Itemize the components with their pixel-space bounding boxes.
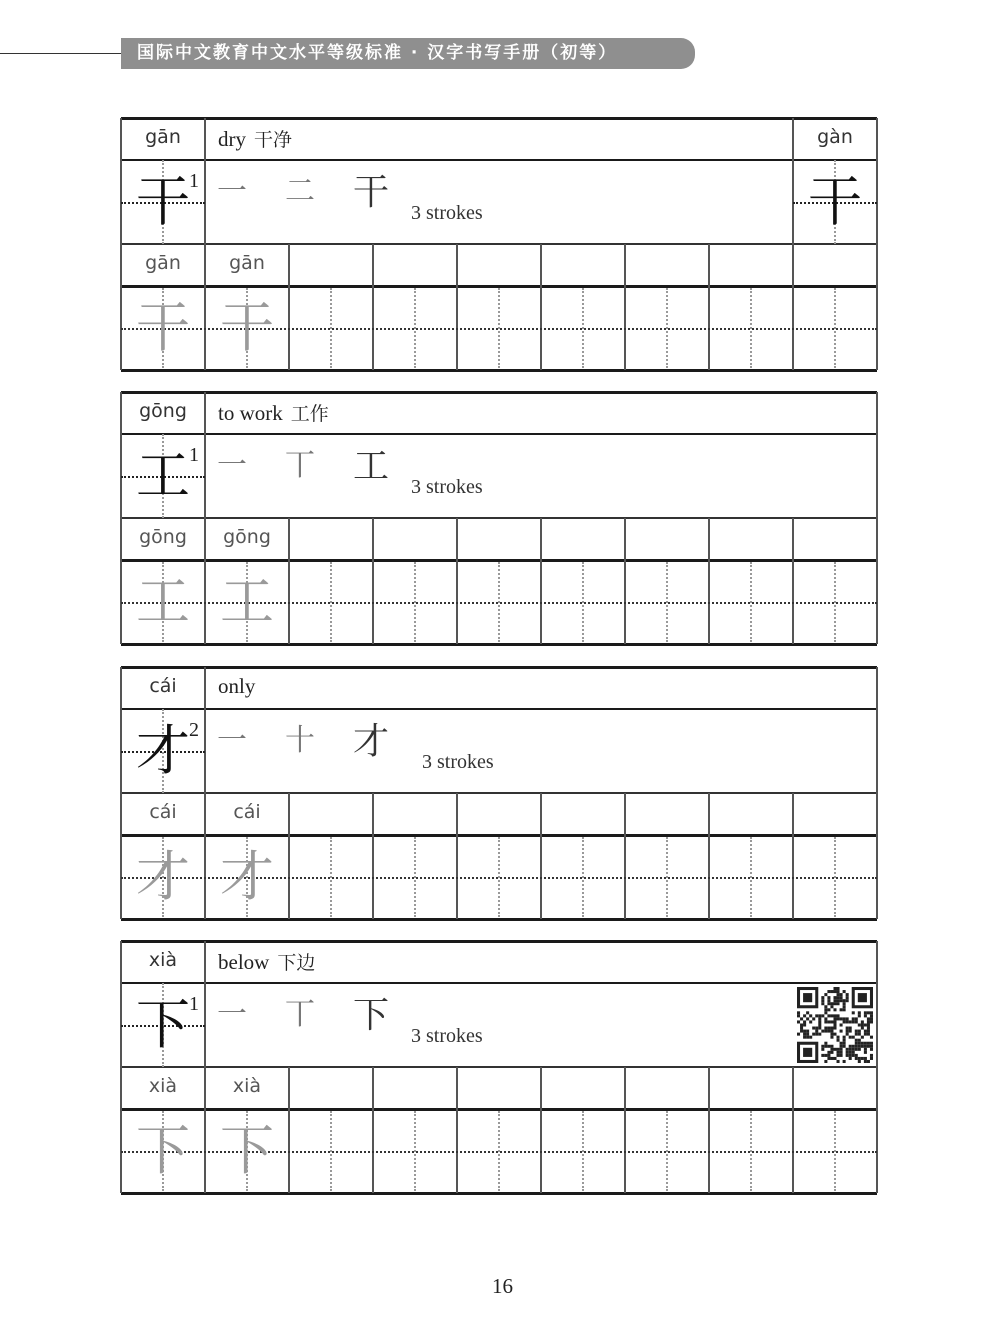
pinyin-writing-cell[interactable]	[709, 244, 793, 286]
english-meaning: dry	[218, 127, 246, 151]
stroke-order-step: 工	[353, 446, 390, 487]
stroke-count: 3 strokes	[411, 1025, 483, 1047]
character-writing-cell[interactable]	[289, 286, 373, 370]
practice-pinyin: cái	[149, 801, 177, 823]
character-writing-cell[interactable]	[625, 286, 709, 370]
character-writing-cell[interactable]	[541, 286, 625, 370]
grid-rule	[121, 666, 877, 669]
grid-rule	[121, 982, 877, 984]
pinyin-writing-cell[interactable]	[457, 793, 541, 835]
trace-character: 才	[136, 845, 190, 908]
model-character: 下	[136, 993, 190, 1056]
character-writing-cell[interactable]	[457, 835, 541, 919]
stroke-order-step: 一	[217, 997, 247, 1032]
practice-pinyin: cái	[233, 801, 261, 823]
character-writing-cell[interactable]	[541, 560, 625, 644]
pinyin-writing-cell[interactable]	[625, 518, 709, 560]
stroke-order-step: 才	[353, 721, 390, 762]
stroke-order-step: 丅	[285, 997, 315, 1032]
model-character: 才	[136, 719, 190, 782]
pinyin-writing-cell[interactable]	[709, 1067, 793, 1109]
character-writing-cell[interactable]	[709, 286, 793, 370]
character-writing-cell[interactable]	[709, 835, 793, 919]
trace-character: 干	[220, 296, 274, 359]
pinyin-label: xià	[148, 949, 178, 971]
character-writing-cell[interactable]	[625, 1109, 709, 1193]
trace-character: 下	[136, 1119, 190, 1182]
pinyin-label: gān	[145, 126, 181, 148]
grid-rule	[121, 940, 877, 943]
grid-rule	[121, 433, 877, 435]
pinyin-label: gōng	[139, 400, 187, 422]
page-number: 16	[492, 1274, 513, 1298]
character-writing-cell[interactable]	[793, 1109, 877, 1193]
model-character: 干	[136, 170, 190, 233]
character-writing-cell[interactable]	[793, 286, 877, 370]
example-word: 工作	[290, 403, 329, 425]
character-card	[121, 941, 877, 1193]
pinyin-writing-cell[interactable]	[289, 1067, 373, 1109]
header-rule	[0, 53, 125, 54]
character-writing-cell[interactable]	[457, 286, 541, 370]
character-card	[121, 118, 877, 370]
meaning-text	[218, 125, 292, 152]
pinyin-writing-cell[interactable]	[541, 244, 625, 286]
pinyin-writing-cell[interactable]	[373, 793, 457, 835]
character-writing-cell[interactable]	[709, 560, 793, 644]
pinyin-writing-cell[interactable]	[625, 244, 709, 286]
stroke-order-step: 一	[217, 723, 247, 758]
character-writing-cell[interactable]	[625, 835, 709, 919]
stroke-order-step: 一	[217, 448, 247, 483]
character-writing-cell[interactable]	[625, 560, 709, 644]
pinyin-writing-cell[interactable]	[793, 244, 877, 286]
meaning-text	[218, 399, 329, 426]
stroke-count: 3 strokes	[411, 476, 483, 498]
meaning-text	[218, 948, 315, 975]
trace-character: 干	[136, 296, 190, 359]
stroke-order-step: 一	[217, 174, 247, 209]
meaning-text	[218, 674, 263, 699]
character-writing-cell[interactable]	[373, 835, 457, 919]
english-meaning: to work	[218, 401, 283, 425]
trace-character: 下	[220, 1119, 274, 1182]
pinyin-writing-cell[interactable]	[793, 793, 877, 835]
level-superscript: 1	[189, 444, 199, 466]
level-superscript: 2	[189, 719, 199, 741]
character-card	[121, 392, 877, 644]
pinyin-writing-cell[interactable]	[289, 793, 373, 835]
practice-pinyin: xià	[148, 1075, 178, 1097]
grid-rule	[121, 117, 877, 120]
english-meaning: below	[218, 950, 270, 974]
character-writing-cell[interactable]	[373, 560, 457, 644]
pinyin-writing-cell[interactable]	[709, 793, 793, 835]
level-superscript: 1	[189, 170, 199, 192]
pinyin-writing-cell[interactable]	[541, 1067, 625, 1109]
pinyin-writing-cell[interactable]	[541, 793, 625, 835]
trace-character: 工	[220, 570, 274, 633]
character-writing-cell[interactable]	[457, 560, 541, 644]
pinyin-writing-cell[interactable]	[457, 1067, 541, 1109]
grid-rule	[121, 708, 877, 710]
pinyin-writing-cell[interactable]	[541, 518, 625, 560]
pinyin-writing-cell[interactable]	[625, 793, 709, 835]
character-writing-cell[interactable]	[289, 560, 373, 644]
pinyin-writing-cell[interactable]	[793, 1067, 877, 1109]
character-writing-cell[interactable]	[289, 835, 373, 919]
pinyin-writing-cell[interactable]	[289, 244, 373, 286]
pinyin-writing-cell[interactable]	[373, 1067, 457, 1109]
pinyin-writing-cell[interactable]	[373, 244, 457, 286]
alt-pinyin-label: gàn	[817, 126, 853, 148]
character-writing-cell[interactable]	[373, 1109, 457, 1193]
pinyin-writing-cell[interactable]	[625, 1067, 709, 1109]
pinyin-writing-cell[interactable]	[709, 518, 793, 560]
character-writing-cell[interactable]	[793, 560, 877, 644]
stroke-order-step: 丅	[285, 448, 315, 483]
pinyin-writing-cell[interactable]	[457, 244, 541, 286]
stroke-order-step: 干	[353, 172, 390, 213]
pinyin-writing-cell[interactable]	[289, 518, 373, 560]
character-card	[121, 667, 877, 919]
example-word: 干净	[254, 129, 293, 151]
character-writing-cell[interactable]	[541, 835, 625, 919]
character-writing-cell[interactable]	[373, 286, 457, 370]
pinyin-writing-cell[interactable]	[457, 518, 541, 560]
practice-pinyin: gān	[229, 252, 265, 274]
trace-character: 工	[136, 570, 190, 633]
practice-pinyin: gān	[145, 252, 181, 274]
trace-character: 才	[220, 845, 274, 908]
grid-rule	[121, 159, 877, 161]
grid-rule	[121, 391, 877, 394]
character-writing-cell[interactable]	[541, 1109, 625, 1193]
character-writing-cell[interactable]	[793, 835, 877, 919]
character-writing-cell[interactable]	[709, 1109, 793, 1193]
stroke-order-step: 下	[353, 995, 390, 1036]
english-meaning: only	[218, 674, 256, 698]
book-title-banner: 国际中文教育中文水平等级标准 · 汉字书写手册（初等）	[121, 38, 695, 69]
practice-pinyin: gōng	[223, 526, 271, 548]
model-character: 工	[136, 444, 190, 507]
qr-code-icon[interactable]	[797, 987, 873, 1063]
practice-pinyin: gōng	[139, 526, 187, 548]
alt-model-character: 干	[808, 170, 862, 233]
practice-pinyin: xià	[232, 1075, 262, 1097]
example-word: 下边	[277, 952, 316, 974]
pinyin-writing-cell[interactable]	[793, 518, 877, 560]
stroke-count: 3 strokes	[411, 202, 483, 224]
stroke-order-step: 二	[285, 174, 315, 209]
pinyin-label: cái	[149, 675, 177, 697]
stroke-count: 3 strokes	[422, 751, 494, 773]
stroke-order-step: 十	[285, 723, 315, 758]
level-superscript: 1	[189, 993, 199, 1015]
pinyin-writing-cell[interactable]	[373, 518, 457, 560]
character-writing-cell[interactable]	[457, 1109, 541, 1193]
character-writing-cell[interactable]	[289, 1109, 373, 1193]
